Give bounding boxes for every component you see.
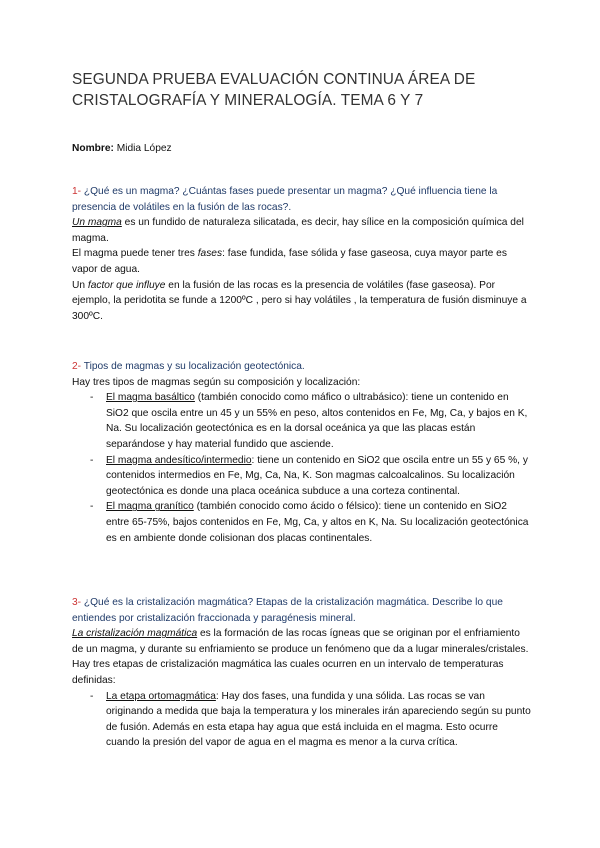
term-magma-basaltico: El magma basáltico: [106, 392, 195, 404]
section-2-question-text: Tipos de magmas y su localización geotectónica.: [83, 361, 305, 372]
term-un-magma: Un magma: [72, 217, 122, 229]
document-title: SEGUNDA PRUEBA EVALUACIÓN CONTINUA ÁREA DE CRISTALOGRAFÍA Y MINERALOGÍA. TEMA 6 Y 7: [72, 71, 476, 109]
section-1-paragraph-2: [72, 246, 532, 277]
term-etapa-ortomagmatica: La etapa ortomagmática: [106, 690, 216, 702]
section-3: [72, 595, 532, 751]
section-3-paragraph-1-text: es la formación de las rocas ígneas que se originan por el enfriamiento de un magma, y durante su enfriamiento se produce un fenómeno que da a lugar minerales/cristales.: [72, 628, 529, 655]
list-item: [72, 499, 532, 546]
section-1-question-text: ¿Qué es un magma? ¿Cuántas fases puede presentar un magma? ¿Qué influencia tiene la presencia de volátiles en la fusión de las rocas?.: [72, 186, 498, 213]
section-1-paragraph-3-b: en la fusión de las rocas es la presencia de volátiles (fase gaseosa). Por ejemplo, la peridotita se funde a 1200ºC , pero si hay volátiles , la temperatura de fusión disminuye a 300ºC.: [72, 279, 527, 322]
name-label: Nombre:: [72, 143, 114, 154]
list-item-text: (también conocido como ácido o félsico): tiene un contenido en SiO2 entre 65-75%, bajos contenidos en Fe, Mg, Ca, y altos en K, Na. Su localización geotectónica es en ambiente donde colisionan dos placas continentales.: [106, 501, 529, 544]
student-name: [72, 142, 172, 156]
list-item-text: (también conocido como máfico o ultrabásico): tiene un contenido en SiO2 que oscila entre un 45 y un 55% en peso, altos contenidos en Fe, Mg, Ca, y bajos en K, Na. Su localización geotectónica es en la dorsal oceánica ya que las placas están separándose y hay material fundido que asciende.: [106, 392, 528, 450]
list-item: [72, 453, 532, 500]
section-3-paragraph-2: Hay tres etapas de cristalización magmática las cuales ocurren en un intervalo de temperaturas definidas:: [72, 659, 504, 686]
section-1-paragraph-1: [72, 215, 532, 246]
section-1-paragraph-2-b: : fase fundida, fase sólida y fase gaseosa, cuya mayor parte es vapor de agua.: [72, 248, 507, 275]
list-item-text: : tiene un contenido en SiO2 que oscila entre un 55 y 65 %, y contenidos intermedios en Fe, Mg, Ca, Na, K. Son magmas calcoalcalinos. Su localización geotectónica es donde una placa oceánica subduce a una corteza continental.: [106, 454, 528, 497]
term-factor-que-influye: factor que influye: [87, 279, 166, 291]
section-2-question: [72, 359, 532, 375]
section-1-paragraph-3: [72, 278, 532, 325]
section-3-number: 3-: [72, 597, 84, 608]
term-magma-granitico: El magma granítico: [106, 501, 194, 513]
section-1-paragraph-1-text: es un fundido de naturaleza silicatada, es decir, hay sílice en la composición química del magma.: [72, 217, 524, 244]
section-2-number: 2-: [72, 361, 84, 372]
term-magma-andesitico: El magma andesítico/intermedio: [106, 454, 252, 466]
magma-types-list: [72, 390, 532, 546]
section-1-paragraph-3-a: Un: [72, 279, 88, 291]
section-3-question: [72, 595, 532, 626]
section-1-question: [72, 184, 532, 215]
term-cristalizacion-magmatica: La cristalización magmática: [72, 628, 198, 640]
term-fases: fases: [197, 248, 223, 260]
section-2: [72, 359, 532, 546]
name-value: Midia López: [113, 143, 172, 154]
list-item: [72, 390, 532, 452]
section-2-intro: Hay tres tipos de magmas según su composición y localización:: [72, 376, 361, 388]
crystallization-stages-list: [72, 689, 532, 751]
section-1-paragraph-2-a: El magma puede tener tres: [72, 248, 198, 260]
section-1: [72, 184, 532, 324]
list-item: [72, 689, 532, 751]
section-3-paragraph-1: [72, 626, 532, 657]
list-item-text: : Hay dos fases, una fundida y una sólida. Las rocas se van originando a medida que baja la temperatura y los minerales irán apareciendo según su punto de fusión. Además en esta etapa hay agua que está incluida en el magma. Esto ocurre cuando la presión del vapor de agua en el magma es menor a la curva crítica.: [106, 690, 531, 749]
section-1-number: 1-: [72, 186, 84, 197]
section-3-question-text: ¿Qué es la cristalización magmática? Etapas de la cristalización magmática. Describe lo que entiendes por cristalización fraccionada y paragénesis mineral.: [72, 597, 503, 624]
